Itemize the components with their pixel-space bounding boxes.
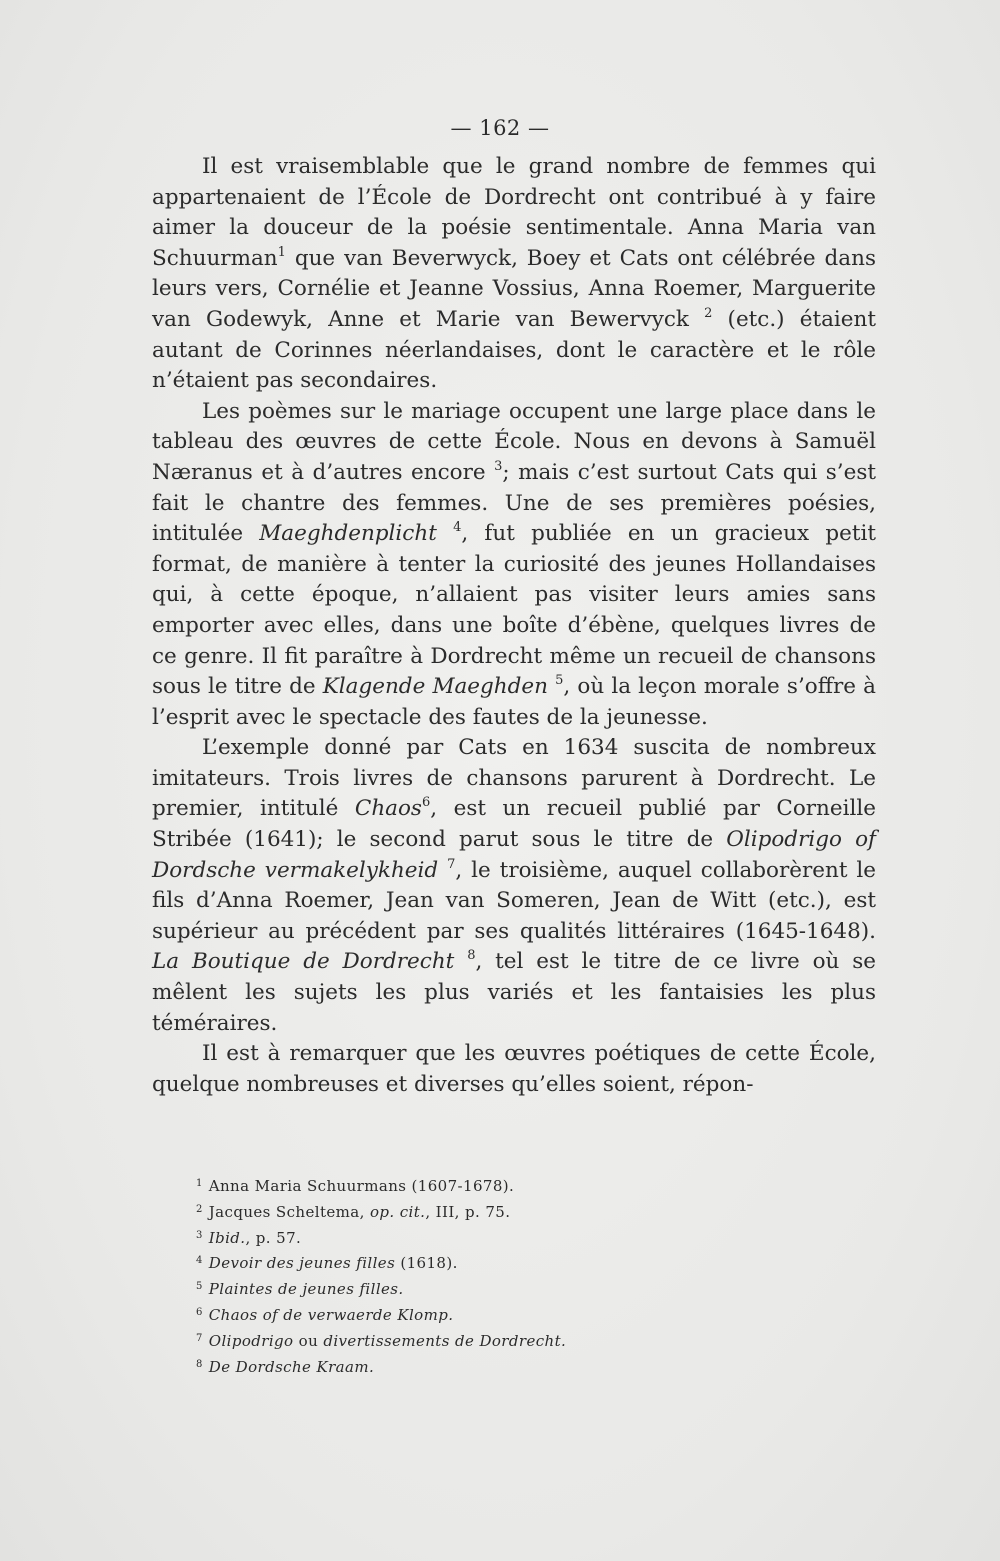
paragraph: [152, 1039, 876, 1100]
footnote: [196, 1174, 836, 1200]
footnote-text: [209, 1229, 301, 1247]
footnote-mark: 2: [196, 1203, 203, 1215]
italic-text: Klagende Maeghden: [322, 674, 548, 700]
text-run: Les poèmes sur le mariage occupent une large place dans le tableau des œuvres de cette École. Nous en devons à Samuël Næranus et à d’autres encore: [152, 398, 876, 485]
footnote-reference: 5: [555, 673, 564, 689]
text-run: que van Beverwyck, Boey et Cats ont célébrée dans leurs vers, Cornélie et Jeanne Vossius, Anna Roemer, Marguerite van Godewyk, Anne et Marie van Bewervyck: [152, 245, 876, 332]
italic-text: Ibid.: [208, 1228, 246, 1247]
footnotes: [196, 1174, 836, 1380]
footnote: [196, 1303, 836, 1329]
text-run: , p. 57.: [245, 1228, 302, 1247]
footnote-mark: 8: [196, 1358, 203, 1370]
text-run: Jacques Scheltema,: [208, 1202, 370, 1221]
footnote-text: [209, 1280, 404, 1298]
footnote-reference: 8: [467, 948, 476, 964]
text-run: Il est à remarquer que les œuvres poétiques de cette École, quelque nombreuses et diverses qu’elles soient, répon-: [152, 1041, 876, 1097]
text-run: , fut publiée en un gracieux petit format, de manière à tenter la curiosité des jeunes Hollandaises qui, à cette époque, n’allaient pas visiter leurs amies sans emporter avec elles, dans une boîte d’ébène, quelques livres de ce genre. Il fit paraître à Dordrecht même un recueil de chansons sous le titre de: [152, 521, 876, 700]
italic-text: Plaintes de jeunes filles.: [208, 1280, 404, 1299]
italic-text: La Boutique de Dordrecht: [152, 949, 455, 975]
text-run: , le troisième, auquel collaborèrent le fils d’Anna Roemer, Jean van Someren, Jean de Witt (etc.), est supérieur au précédent par ses qualités littéraires (1645-1648).: [152, 857, 876, 944]
footnote: [196, 1251, 836, 1277]
footnote-mark: 1: [196, 1178, 203, 1189]
footnote-reference: 6: [421, 795, 431, 811]
text-run: [437, 521, 453, 546]
italic-text: Olipodrigo of Dordsche vermakelykheid: [152, 827, 876, 883]
text-run: Il est vraisemblable que le grand nombre de femmes qui appartenaient de l’École de Dordrecht ont contribué à y faire aimer la douceur de la poésie sentimentale. Anna Maria van Schuurman: [152, 154, 876, 271]
footnote-text: [209, 1332, 566, 1350]
footnote: [196, 1355, 836, 1381]
italic-text: op. cit.: [369, 1202, 426, 1221]
footnote-mark: 6: [196, 1306, 203, 1318]
text-run: [454, 949, 467, 974]
footnote-mark: 5: [196, 1281, 203, 1293]
text-run: L’exemple donné par Cats en 1634 suscita de nombreux imitateurs. Trois livres de chansons parurent à Dordrecht. Le premier, intitulé: [152, 735, 876, 822]
text-run: ; mais c’est surtout Cats qui s’est fait le chantre des femmes. Une de ses premières poésies, intitulée: [152, 459, 876, 547]
text-run: [438, 858, 447, 883]
text-run: Anna Maria Schuurmans (1607-1678).: [208, 1177, 515, 1195]
text-run: ou: [293, 1331, 324, 1350]
footnote-reference: 4: [453, 520, 462, 536]
footnote-reference: 2: [704, 305, 713, 321]
footnote-reference: 3: [494, 458, 503, 474]
text-run: (1618).: [395, 1254, 458, 1273]
italic-text: Chaos of de verwaerde Klomp.: [208, 1305, 454, 1324]
footnote: [196, 1277, 836, 1303]
footnote-mark: 7: [196, 1332, 203, 1344]
text-run: , où la leçon morale s’offre à l’esprit avec le spectacle des fautes de la jeunesse.: [152, 674, 876, 730]
paragraph: [152, 397, 876, 734]
italic-text: Maeghdenplicht: [259, 521, 437, 547]
italic-text: Devoir des jeunes filles: [208, 1254, 396, 1273]
footnote-text: [209, 1203, 511, 1221]
paragraph: [152, 152, 876, 397]
footnote-mark: 3: [196, 1229, 203, 1241]
text-run: , est un recueil publié par Corneille Stribée (1641); le second parut sous le titre de: [152, 796, 876, 853]
footnote-text: [209, 1358, 374, 1376]
footnote-text: [209, 1306, 454, 1324]
footnote: [196, 1226, 836, 1252]
footnote-reference: 7: [447, 856, 456, 872]
text-run: , III, p. 75.: [425, 1202, 511, 1221]
footnote-text: [209, 1177, 514, 1195]
text-run: , tel est le titre de ce livre où se mêlent les sujets les plus variés et les fantaisies les plus téméraires.: [152, 949, 877, 1036]
paragraph: [152, 733, 876, 1039]
text-run: (etc.) étaient autant de Corinnes néerlandaises, dont le caractère et le rôle n’étaient pas secondaires.: [152, 306, 877, 394]
footnote: [196, 1329, 836, 1355]
footnote-reference: 1: [277, 244, 286, 260]
italic-text: Chaos: [354, 796, 422, 822]
italic-text: Olipodrigo: [208, 1331, 294, 1350]
footnote-mark: 4: [196, 1255, 203, 1267]
page-number: — 162 —: [450, 116, 550, 140]
footnote-text: [209, 1254, 458, 1272]
italic-text: De Dordsche Kraam.: [208, 1357, 375, 1376]
footnote: [196, 1200, 836, 1226]
italic-text: divertissements de Dordrecht.: [323, 1331, 567, 1350]
body-text: [152, 152, 876, 1100]
